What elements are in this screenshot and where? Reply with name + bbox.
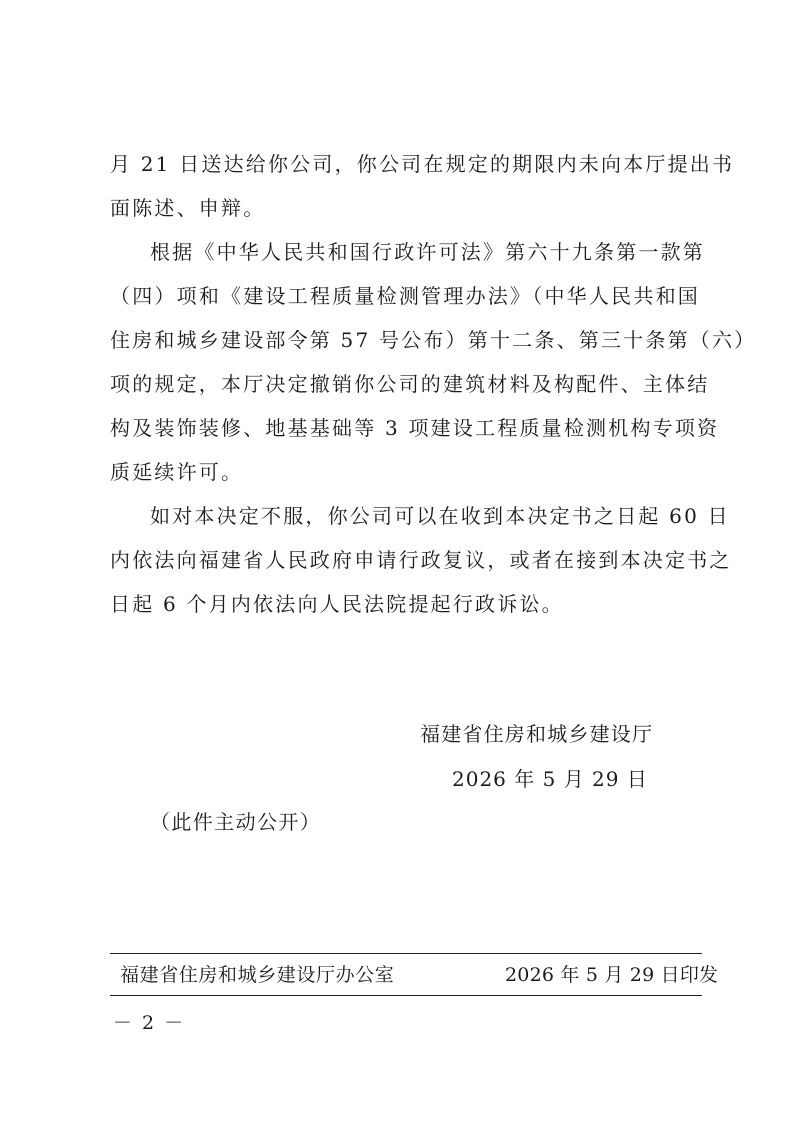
body-line-11: 日起 6 个月内依法向人民法院提起行政诉讼。 (110, 592, 564, 616)
disclosure-note: （此件主动公开） (150, 810, 322, 834)
signature-organization: 福建省住房和城乡建设厅 (420, 722, 654, 746)
footer-printed-date: 2026 年 5 月 29 日印发 (505, 964, 719, 986)
signature-date: 2026 年 5 月 29 日 (452, 767, 648, 791)
body-line-8: 质延续许可。 (110, 460, 244, 484)
footer-issuer: 福建省住房和城乡建设厅办公室 (120, 964, 395, 986)
body-line-5: 住房和城乡建设部令第 57 号公布）第十二条、第三十条第（六） (110, 328, 757, 352)
footer-bottom-rule (110, 995, 702, 996)
body-line-4: （四）项和《建设工程质量检测管理办法》（中华人民共和国 (110, 284, 700, 308)
footer-top-rule (110, 953, 702, 954)
body-line-7: 构及装饰装修、地基基础等 3 项建设工程质量检测机构专项资 (110, 416, 720, 440)
body-line-10: 内依法向福建省人民政府申请行政复议，或者在接到本决定书之 (110, 548, 732, 572)
body-line-6: 项的规定，本厅决定撤销你公司的建筑材料及构配件、主体结 (110, 372, 710, 396)
body-line-9: 如对本决定不服，你公司可以在收到本决定书之日起 60 日 (150, 504, 730, 528)
body-line-3: 根据《中华人民共和国行政许可法》第六十九条第一款第 (150, 240, 705, 264)
page-number: － 2 － (113, 1012, 186, 1034)
body-line-1: 月 21 日送达给你公司，你公司在规定的期限内未向本厅提出书 (110, 152, 735, 176)
body-line-2: 面陈述、申辩。 (110, 196, 266, 220)
